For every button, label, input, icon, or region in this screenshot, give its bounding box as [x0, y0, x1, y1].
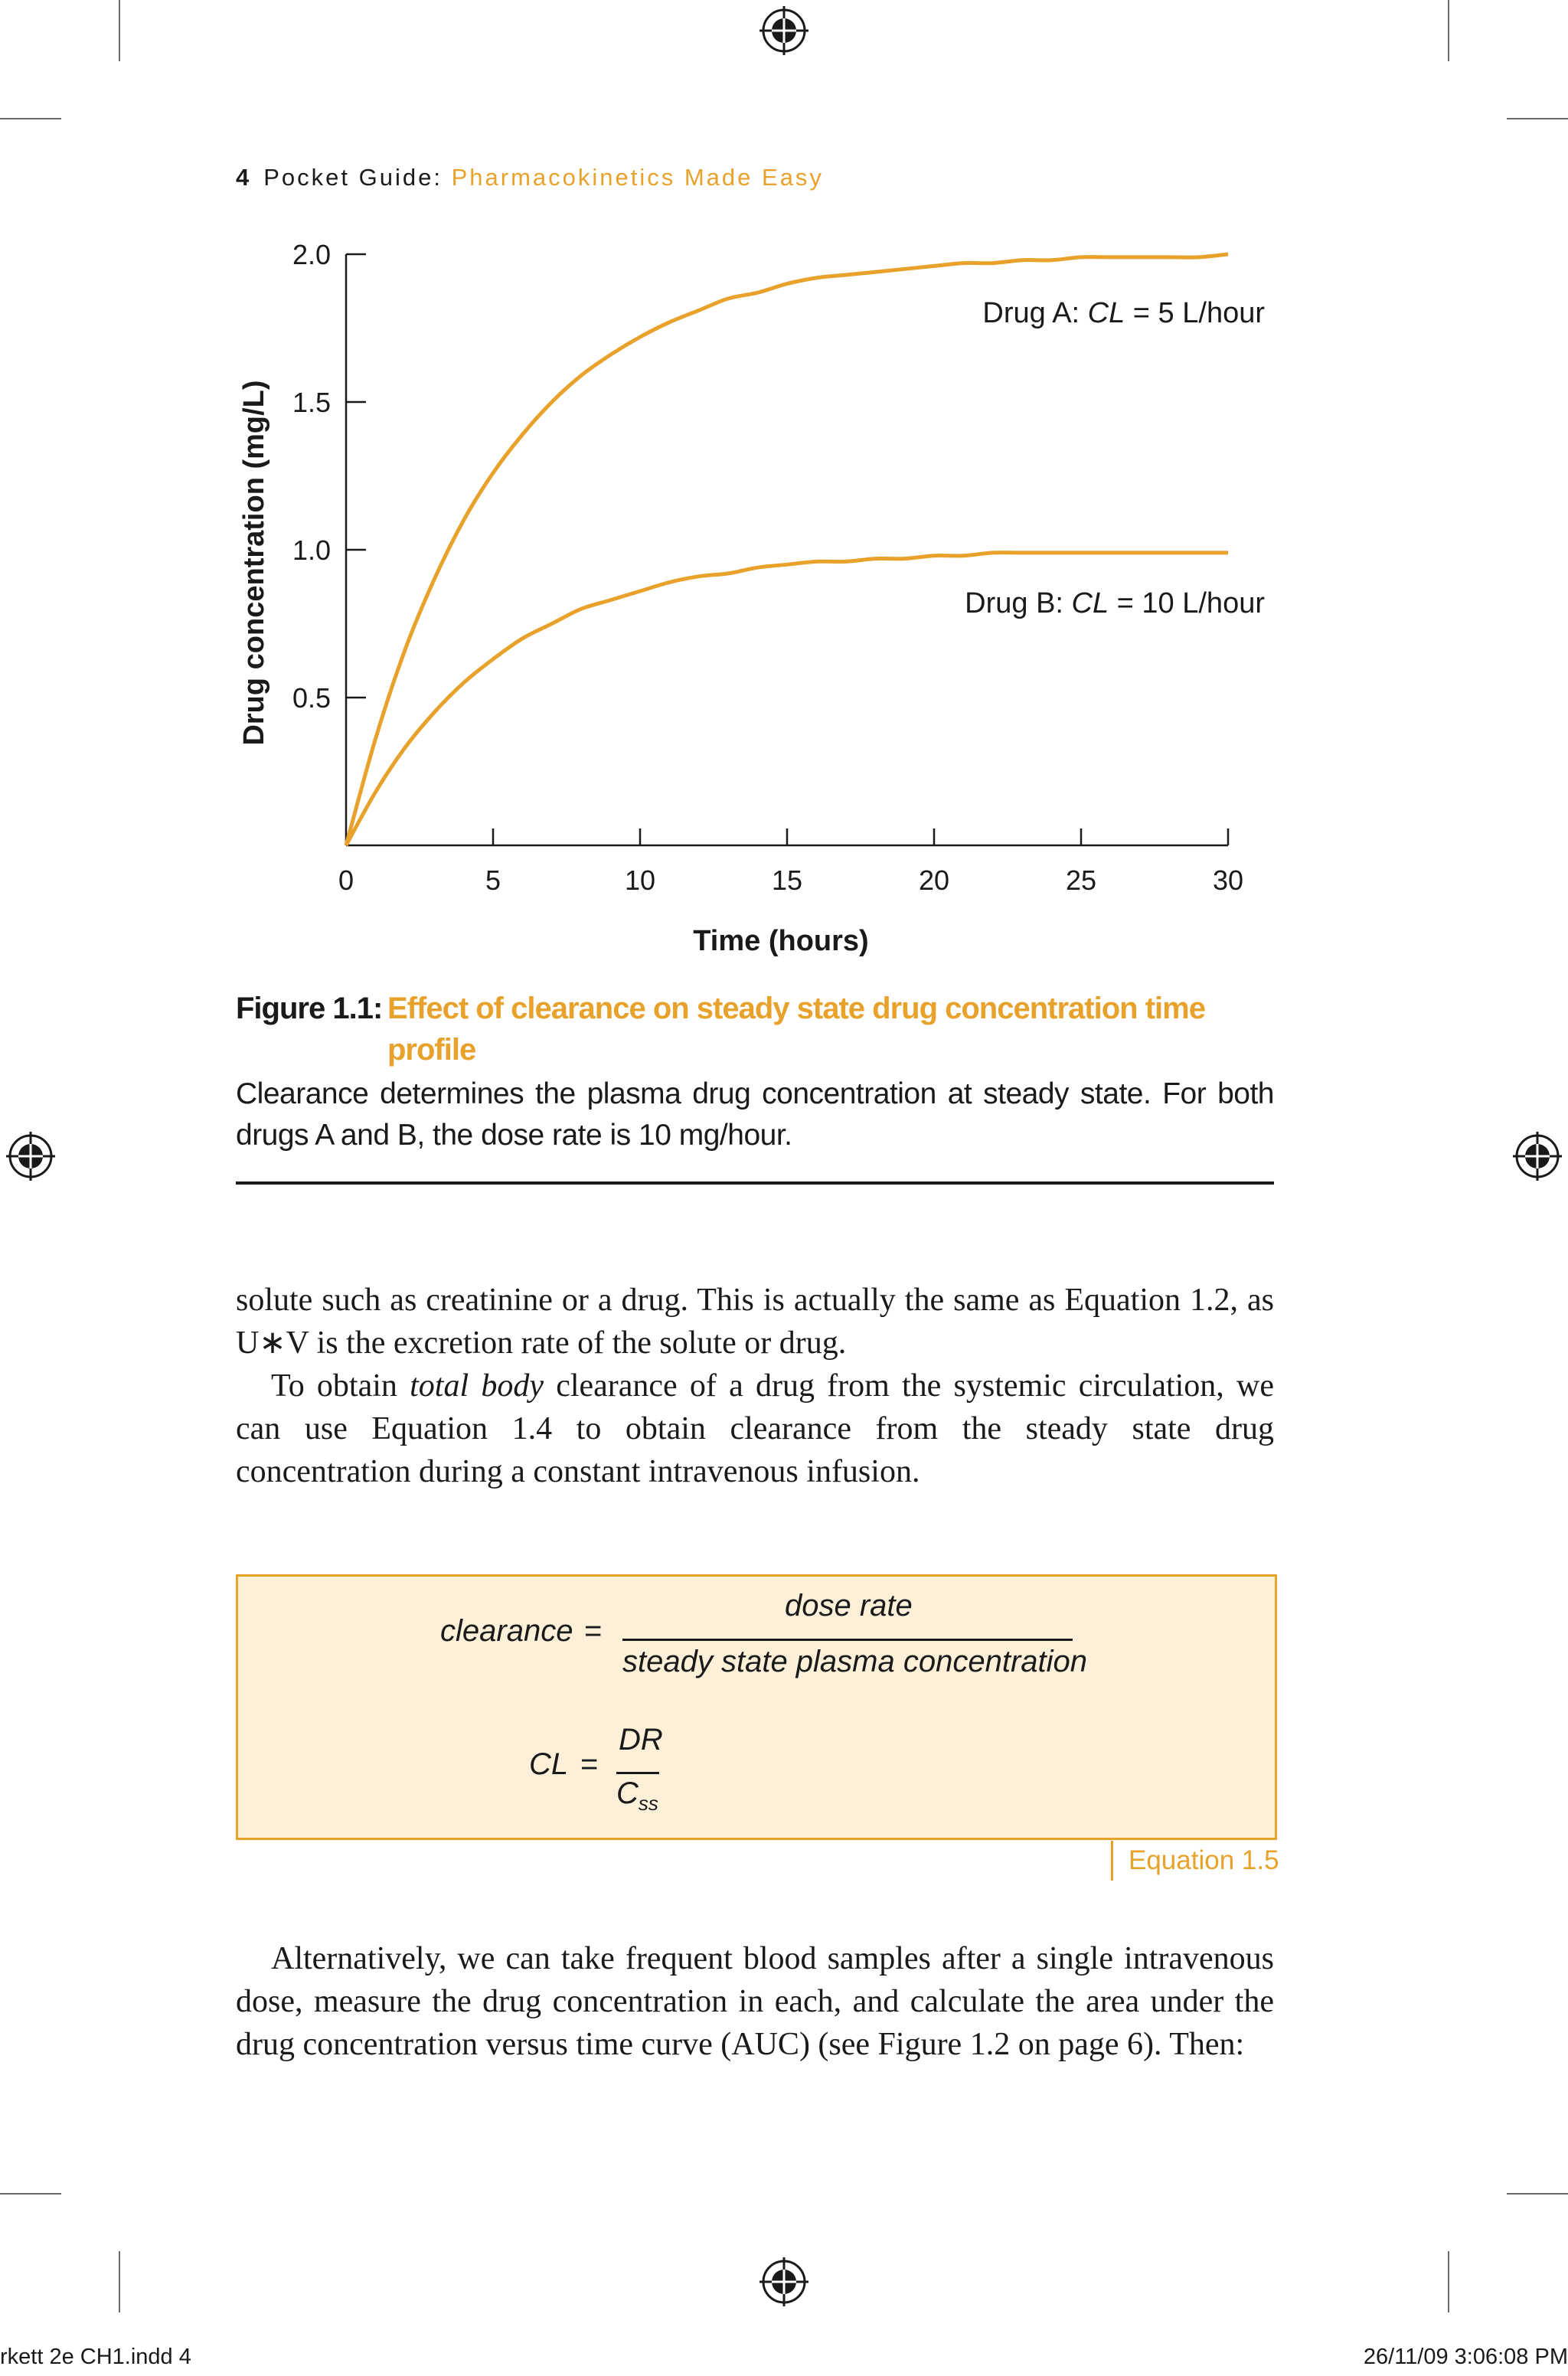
crop-mark — [1507, 118, 1568, 119]
body-paragraphs — [236, 1279, 1274, 1493]
paragraph: solute such as creatinine or a drug. This is actually the same as Equation 1.2, as U∗V is the excretion rate of the solute or drug. — [236, 1283, 1274, 1361]
x-axis-label: Time (hours) — [693, 925, 869, 957]
series-line-drug-a — [346, 254, 1228, 845]
registration-mark-icon — [760, 2257, 808, 2306]
eq-denominator-c: $C_{ss}$ — [616, 1776, 658, 1815]
figure-caption: Clearance determines the plasma drug concentration at steady state. For both drugs A and B, the dose rate is 10 mg/hour. — [236, 1077, 1274, 1152]
series-label-drug-b: Drug B: CL = 10 L/hour — [965, 587, 1265, 619]
paragraph: Alternatively, we can take frequent blood samples after a single intravenous dose, measure the drug concentration in each, and calculate the area under the drug concentration versus time curve (AUC) (see Figure 1.2 on page 6). Then: — [236, 1941, 1274, 2062]
x-tick-label: 0 — [338, 864, 354, 896]
series-label-drug-a: Drug A: CL = 5 L/hour — [982, 297, 1265, 329]
eq-numerator-dr: DR — [619, 1723, 663, 1757]
crop-mark — [1448, 0, 1449, 61]
x-tick-label: 20 — [918, 864, 950, 896]
crop-mark — [0, 2193, 61, 2195]
x-tick-label: 30 — [1212, 864, 1244, 896]
paragraph: To obtain total body clearance of a drug from the systemic circulation, we can use Equation 1.4 to obtain clearance from the steady state drug concentration during a constant intravenous infusion. — [236, 1368, 1274, 1489]
eq-denominator-css: steady state plasma concentration — [622, 1645, 1088, 1678]
x-tick-label: 25 — [1065, 864, 1097, 896]
divider — [236, 1181, 1274, 1185]
fraction-bar — [622, 1639, 1073, 1641]
x-tick-label: 10 — [624, 864, 656, 896]
concentration-time-chart — [230, 230, 1286, 980]
y-tick-label: 1.5 — [292, 387, 331, 418]
crop-mark — [1507, 2193, 1568, 2195]
registration-mark-icon — [6, 1132, 55, 1181]
figure-title-text: Effect of clearance on steady state drug concentration time profile — [387, 992, 1205, 1067]
y-axis-label: Drug concentration (mg/L) — [238, 380, 270, 746]
eq-lhs-cl: CL — [529, 1747, 569, 1781]
eq-equals-2: = — [580, 1747, 599, 1781]
registration-mark-icon — [1513, 1132, 1562, 1181]
fraction-bar — [616, 1772, 659, 1774]
registration-mark-icon — [760, 6, 808, 55]
slug-left: rkett 2e CH1.indd 4 — [0, 2345, 191, 2369]
y-tick-label: 2.0 — [292, 239, 331, 270]
figure-label: Figure 1.1: — [236, 992, 383, 1025]
crop-mark — [1448, 2251, 1449, 2312]
x-tick-label: 15 — [771, 864, 803, 896]
page-number: 4 — [236, 164, 252, 191]
y-tick-label: 1.0 — [292, 534, 331, 566]
y-tick-label: 0.5 — [292, 682, 331, 714]
crop-mark — [119, 2251, 120, 2312]
equation-box — [236, 1574, 1277, 1840]
crop-mark — [0, 118, 61, 119]
x-axis-ticks — [338, 828, 1243, 896]
slug-right: 26/11/09 3:06:08 PM — [1363, 2345, 1568, 2369]
emphasis: total body — [410, 1368, 544, 1404]
y-axis-ticks — [292, 239, 366, 714]
eq-numerator-dose-rate: dose rate — [785, 1589, 913, 1623]
running-header — [236, 164, 824, 191]
eq-equals-1: = — [584, 1614, 603, 1648]
x-tick-label: 5 — [485, 864, 501, 896]
eq-lhs-clearance: clearance — [440, 1614, 573, 1648]
equation-number: Equation 1.5 — [1111, 1841, 1279, 1881]
crop-mark — [119, 0, 120, 61]
guide-title: Pharmacokinetics Made Easy — [451, 164, 824, 191]
guide-label: Pocket Guide: — [263, 164, 443, 191]
